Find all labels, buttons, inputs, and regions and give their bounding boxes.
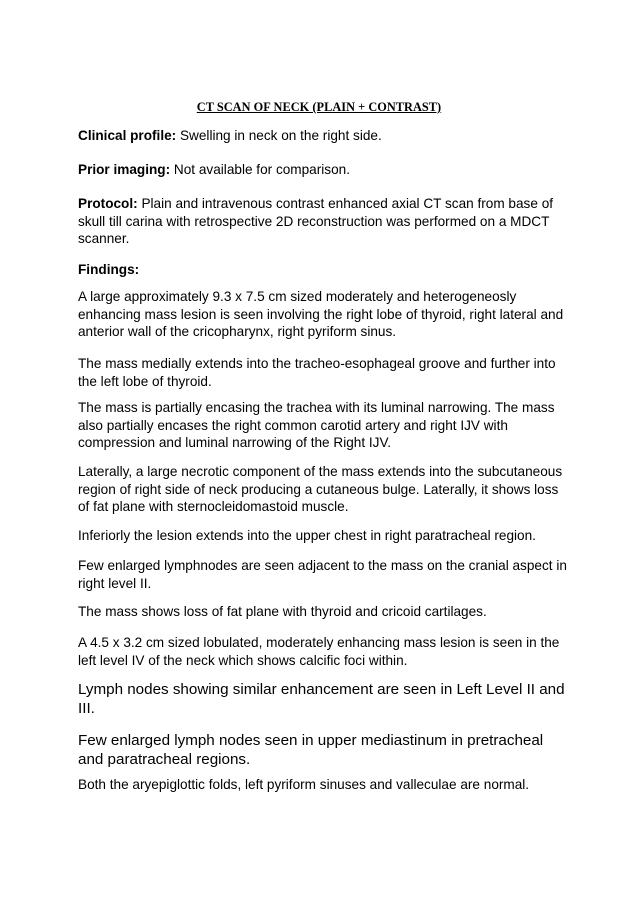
findings-heading: Findings: bbox=[78, 262, 140, 277]
finding-paragraph: Lymph nodes showing similar enhancement are seen in Left Level II and III. bbox=[78, 681, 565, 717]
prior-imaging bbox=[78, 161, 570, 179]
prior-imaging-label: Prior imaging: bbox=[78, 162, 171, 177]
clinical-profile-label: Clinical profile: bbox=[78, 128, 177, 143]
clinical-profile-text: Swelling in neck on the right side. bbox=[176, 128, 382, 143]
protocol bbox=[78, 195, 570, 248]
finding-paragraph: Few enlarged lymphnodes are seen adjacent to the mass on the cranial aspect in right level II. bbox=[78, 558, 567, 591]
finding-paragraph: The mass shows loss of fat plane with thyroid and cricoid cartilages. bbox=[78, 604, 487, 619]
finding-paragraph: Few enlarged lymph nodes seen in upper mediastinum in pretracheal and paratracheal regions. bbox=[78, 732, 544, 768]
prior-imaging-text: Not available for comparison. bbox=[170, 162, 350, 177]
finding-paragraph: The mass medially extends into the tracheo-esophageal groove and further into the left lobe of thyroid. bbox=[78, 356, 556, 389]
report-title: CT SCAN OF NECK (PLAIN + CONTRAST) bbox=[196, 100, 442, 114]
finding-paragraph: Inferiorly the lesion extends into the upper chest in right paratracheal region. bbox=[78, 528, 536, 543]
protocol-text: Plain and intravenous contrast enhanced axial CT scan from base of skull till carina with retrospective 2D reconstruction was performed on a MDCT scanner. bbox=[78, 196, 554, 246]
protocol-label: Protocol: bbox=[78, 196, 138, 211]
finding-paragraph: The mass is partially encasing the trachea with its luminal narrowing. The mass also partially encases the right common carotid artery and right IJV with compression and luminal narrowing of the Right IJV. bbox=[78, 400, 555, 450]
finding-paragraph: Both the aryepiglottic folds, left pyriform sinuses and valleculae are normal. bbox=[78, 777, 530, 792]
finding-paragraph: A large approximately 9.3 x 7.5 cm sized moderately and heterogeneosly enhancing mass lesion is seen involving the right lobe of thyroid, right lateral and anterior wall of the cricopharynx, right pyriform sinus. bbox=[78, 289, 564, 339]
finding-paragraph: A 4.5 x 3.2 cm sized lobulated, moderately enhancing mass lesion is seen in the left level IV of the neck which shows calcific foci within. bbox=[78, 635, 560, 668]
finding-paragraph: Laterally, a large necrotic component of the mass extends into the subcutaneous region of right side of neck producing a cutaneous bulge. Laterally, it shows loss of fat plane with sternocleidomastoid muscle. bbox=[78, 464, 563, 514]
clinical-profile bbox=[78, 127, 570, 145]
